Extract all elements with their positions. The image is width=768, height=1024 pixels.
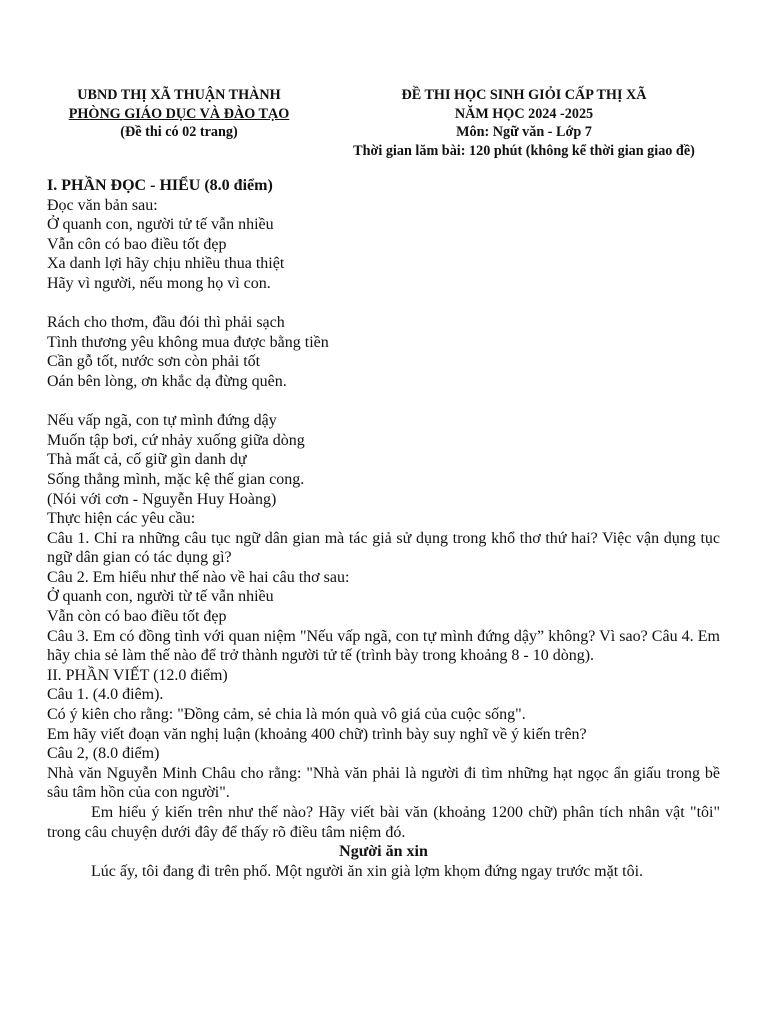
poem-line: Muốn tập bơi, cứ nhảy xuống giữa dòng xyxy=(47,431,305,449)
poem-line: Hãy vì người, nếu mong họ vì con. xyxy=(47,274,271,292)
tasks-label: Thực hiện các yêu cầu: xyxy=(47,510,196,528)
section-2-title: II. PHẦN VIẾT (12.0 điểm) xyxy=(47,666,228,684)
exam-title: ĐỀ THI HỌC SINH GIỎI CẤP THỊ XÃ xyxy=(401,87,647,103)
exam-duration: Thời gian lăm bài: 120 phút (không kể thời gian giao đề) xyxy=(353,142,695,159)
writing-question-2-task: Em hiểu ý kiến trên như thế nào? Hãy viết bài văn (khoảng 1200 chữ) phân tích nhân vật "tôi" trong câu chuyện dưới đây để thấy rõ điều tâm niệm đó. xyxy=(47,804,720,841)
poem-line: Ở quanh con, người tử tế vẫn nhiều xyxy=(47,216,274,234)
story-paragraph: Lúc ấy, tôi đang đi trên phố. Một người ăn xin già lợm khọm đứng ngay trước mặt tôi. xyxy=(91,862,644,880)
poem-line: Oán bên lòng, ơn khắc dạ đừng quên. xyxy=(47,372,287,390)
issuer-block xyxy=(48,86,310,142)
quoted-poem-line: Vẫn còn có bao điều tốt đẹp xyxy=(47,608,227,626)
poem-line: Nếu vấp ngã, con tự mình đứng dậy xyxy=(47,412,277,430)
questions-3-4: Câu 3. Em có đồng tình với quan niệm "Nếu vấp ngã, con tự mình đứng dậy” không? Vì sao? Câu 4. Em hãy chia sẻ làm thế nào để trở thành người tử tế (trình bày trong khoảng 8 - 10 dòng). xyxy=(47,627,720,665)
poem-line: Rách cho thơm, đầu đói thì phải sạch xyxy=(47,314,285,332)
question-1: Câu 1. Chỉ ra những câu tục ngữ dân gian mà tác giả sử dụng trong khổ thơ thứ hai? Việc vận dụng tục ngữ dân gian có tác dụng gì? xyxy=(47,529,720,567)
question-2: Câu 2. Em hiểu như thế nào về hai câu thơ sau: xyxy=(47,568,350,586)
writing-question-2-label: Câu 2, (8.0 điểm) xyxy=(47,745,160,763)
writing-question-2-quote: Nhà văn Nguyễn Minh Châu cho rằng: "Nhà văn phải là người đi tìm những hạt ngọc ẩn giấu trong bề sâu tâm hồn của con người". xyxy=(47,764,720,802)
poem-line: Thà mất cả, cố giữ gìn danh dự xyxy=(47,451,247,469)
page-count-note: (Đề thi có 02 trang) xyxy=(120,124,238,140)
reading-intro: Đọc văn bản sau: xyxy=(47,196,158,214)
stanza-gap xyxy=(47,392,720,412)
issuer-department: PHÒNG GIÁO DỤC VÀ ĐÀO TẠO xyxy=(68,105,290,122)
exam-subject: Môn: Ngữ văn - Lớp 7 xyxy=(456,124,592,140)
quoted-poem-line: Ở quanh con, người từ tế vẫn nhiều xyxy=(47,588,274,606)
writing-question-1-task: Em hãy viết đoạn văn nghị luận (khoảng 400 chữ) trình bày suy nghĩ về ý kiến trên? xyxy=(47,725,587,743)
poem-line: Sống thẳng mình, mặc kệ thế gian cong. xyxy=(47,470,305,488)
school-year: NĂM HỌC 2024 -2025 xyxy=(454,105,594,122)
poem-line: Xa danh lợi hãy chịu nhiều thua thiệt xyxy=(47,255,285,273)
document-body xyxy=(47,176,720,881)
section-1-title: I. PHẦN ĐỌC - HIỂU (8.0 điểm) xyxy=(47,177,273,194)
poem-source: (Nói với cơn - Nguyễn Huy Hoàng) xyxy=(47,490,277,508)
poem-line: Vẫn côn có bao điều tốt đẹp xyxy=(47,235,227,253)
writing-question-1-label: Câu 1. (4.0 điêm). xyxy=(47,686,164,704)
poem-line: Cần gỗ tốt, nước sơn còn phải tốt xyxy=(47,353,261,371)
stanza-gap xyxy=(47,294,720,314)
writing-question-1-opinion: Có ý kiên cho rằng: "Đồng cảm, sẻ chia là món quà vô giá của cuộc sống". xyxy=(47,706,526,724)
exam-info-block xyxy=(318,86,730,160)
story-title: Người ăn xin xyxy=(339,843,428,861)
issuer-authority: UBND THỊ XÃ THUẬN THÀNH xyxy=(77,87,281,103)
poem-line: Tình thương yêu không mua được bằng tiền xyxy=(47,333,329,351)
